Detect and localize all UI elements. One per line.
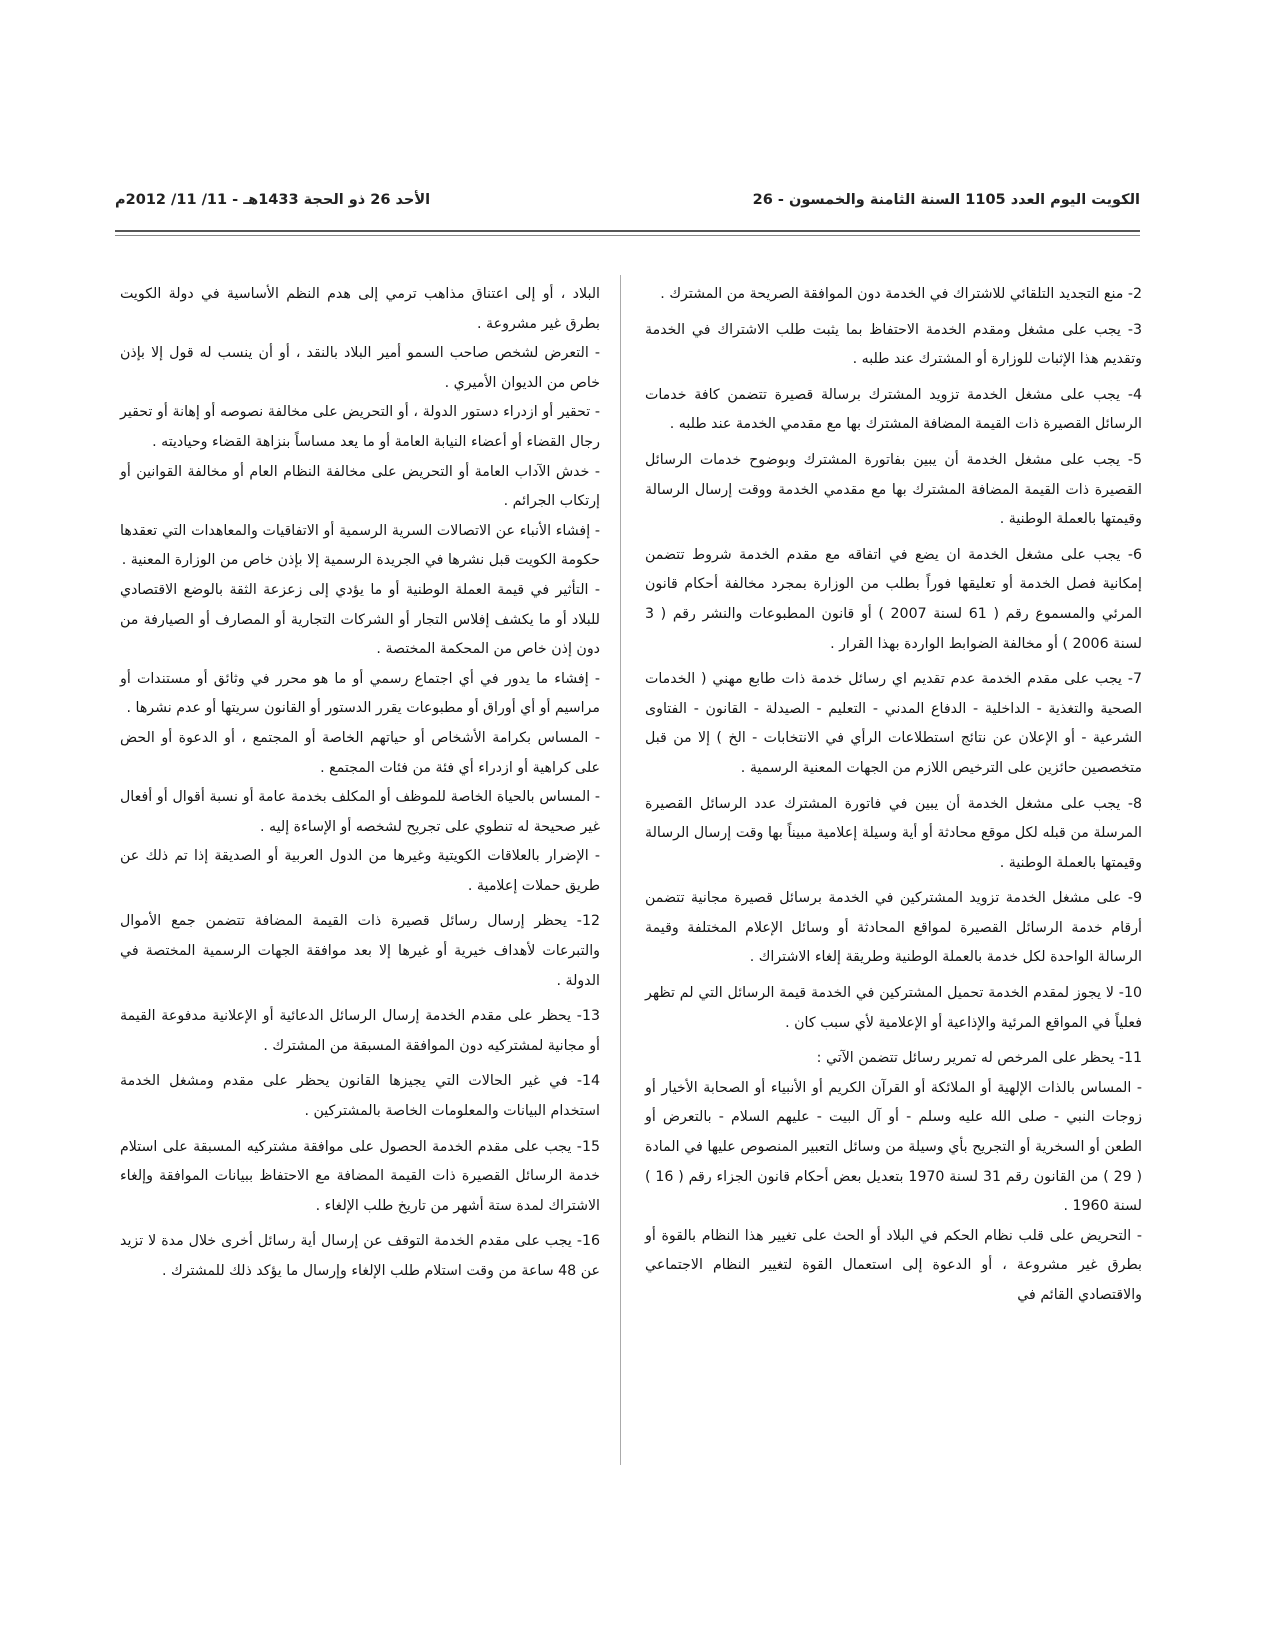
paragraph: البلاد ، أو إلى اعتناق مذاهب ترمي إلى هدم النظم الأساسية في دولة الكويت بطرق غير مشروعة . <box>120 286 600 332</box>
paragraph: 2- منع التجديد التلقائي للاشتراك في الخدمة دون الموافقة الصريحة من المشترك . <box>660 286 1142 302</box>
paragraph: 5- يجب على مشغل الخدمة أن يبين بفاتورة المشترك وبوضوح خدمات الرسائل القصيرة ذات القيمة المضافة المشترك بها مع مقدمي الخدمة ووقت إرسال الرسالة وقيمتها بالعملة الوطنية . <box>645 451 1142 528</box>
paragraph: 14- في غير الحالات التي يجيزها القانون يحظر على مقدم ومشغل الخدمة استخدام البيانات والمعلومات الخاصة بالمشتركين . <box>120 1073 600 1120</box>
paragraph: 10- لا يجوز لمقدم الخدمة تحميل المشتركين في الخدمة قيمة الرسائل التي لم تظهر فعلياً في المواقع المرئية والإذاعية أو الإعلامية لأي سبب كان . <box>645 985 1142 1031</box>
paragraph: - المساس بالحياة الخاصة للموظف أو المكلف بخدمة عامة أو نسبة أقوال أو أفعال غير صحيحة له تنطوي على تجريح لشخصه أو الإساءة إليه . <box>120 789 600 835</box>
paragraph: 11- يحظر على المرخص له تمرير رسائل تتضمن الآتي : <box>816 1050 1142 1067</box>
paragraph: - التأثير في قيمة العملة الوطنية أو ما يؤدي إلى زعزعة الثقة بالوضع الاقتصادي للبلاد أو ما يكشف إفلاس التجار أو الشركات التجارية أو المصارف أو الصيارفة من دون إذن خاص من المحكمة المختصة . <box>120 581 600 658</box>
paragraph: - المساس بالذات الإلهية أو الملائكة أو القرآن الكريم أو الأنبياء أو الصحابة الأخيار أو زوجات النبي - صلى الله عليه وسلم - أو آل البيت - عليهم السلام - بالتعرض أو الطعن أو السخرية أو التجريح بأي وسيلة من وسائل التعبير المنصوص عليها في المادة ( 29 ) من القانون رقم 31 لسنة 1970 بتعديل بعض أحكام قانون الجزاء رقم ( 16 ) لسنة 1960 . <box>645 1079 1142 1215</box>
right-column <box>645 280 1142 1311</box>
paragraph: 16- يجب على مقدم الخدمة التوقف عن إرسال أية رسائل أخرى خلال مدة لا تزيد عن 48 ساعة من وقت استلام طلب الإلغاء وإرسال ما يؤكد ذلك للمشترك . <box>120 1233 600 1279</box>
header-rule-thin <box>115 235 1140 236</box>
header-issue-info: الكويت اليوم العدد 1105 السنة الثامنة والخمسون - 26 <box>752 192 1140 208</box>
paragraph: - المساس بكرامة الأشخاص أو حياتهم الخاصة أو المجتمع ، أو الدعوة أو الحض على كراهية أو ازدراء أي فئة من فئات المجتمع . <box>120 729 600 776</box>
header-date: الأحد 26 ذو الحجة 1433هـ - 11/ 11/ 2012م <box>115 192 431 208</box>
header-rule <box>115 230 1140 232</box>
paragraph: - خدش الآداب العامة أو التحريض على مخالفة النظام العام أو مخالفة القوانين أو إرتكاب الجرائم . <box>120 463 600 510</box>
paragraph: 9- على مشغل الخدمة تزويد المشتركين في الخدمة برسائل قصيرة مجانية تتضمن أرقام خدمة الرسائل القصيرة لمواقع المحادثة أو وسائل الإعلام المختلفة وقيمة الرسالة الواحدة لكل خدمة بالعملة الوطنية وطريقة إلغاء الاشتراك . <box>645 890 1142 966</box>
paragraph: 4- يجب على مشغل الخدمة تزويد المشترك برسالة قصيرة تتضمن كافة خدمات الرسائل القصيرة ذات القيمة المضافة المشترك بها مع مقدمي الخدمة عند طلبه . <box>645 386 1142 433</box>
paragraph: - إفشاء الأنباء عن الاتصالات السرية الرسمية أو الاتفاقيات والمعاهدات التي تعقدها حكومة الكويت قبل نشرها في الجريدة الرسمية إلا بإذن خاص من الوزارة المعنية . <box>120 522 600 569</box>
paragraph: 12- يحظر إرسال رسائل قصيرة ذات القيمة المضافة تتضمن جمع الأموال والتبرعات لأهداف خيرية أو غيرها إلا بعد موافقة الجهات الرسمية المختصة في الدولة . <box>120 913 600 989</box>
paragraph: 13- يحظر على مقدم الخدمة إرسال الرسائل الدعائية أو الإعلانية مدفوعة القيمة أو مجانية لمشتركيه دون الموافقة المسبقة من المشترك . <box>120 1008 600 1054</box>
paragraph: 7- يجب على مقدم الخدمة عدم تقديم اي رسائل خدمة ذات طابع مهني ( الخدمات الصحية والتغذية - الداخلية - الدفاع المدني - التعليم - الصيدلة - القانون - الفتاوى الشرعية - أو الإعلان عن نتائج استطلاعات الرأي في الانتخابات - الخ ) إلا من قبل متخصصين حائزين على الترخيص اللازم من الجهات المعنية الرسمية . <box>645 671 1142 776</box>
paragraph: 6- يجب على مشغل الخدمة ان يضع في اتفاقه مع مقدم الخدمة شروط تتضمن إمكانية فصل الخدمة أو تعليقها فوراً بطلب من الوزارة بمجرد مخالفة أحكام قانون المرئي والمسموع رقم ( 61 لسنة 2007 ) أو قانون المطبوعات والنشر رقم ( 3 لسنة 2006 ) أو مخالفة الضوابط الواردة بهذا القرار . <box>645 546 1142 652</box>
paragraph: 3- يجب على مشغل ومقدم الخدمة الاحتفاظ بما يثبت طلب الاشتراك في الخدمة وتقديم هذا الإثبات للوزارة أو المشترك عند طلبه . <box>645 321 1142 368</box>
paragraph: - الإضرار بالعلاقات الكويتية وغيرها من الدول العربية أو الصديقة إذا تم ذلك عن طريق حملات إعلامية . <box>120 848 600 894</box>
paragraph: 15- يجب على مقدم الخدمة الحصول على موافقة مشتركيه المسبقة على استلام خدمة الرسائل القصيرة ذات القيمة المضافة مع الاحتفاظ ببيانات الموافقة وإلغاء الاشتراك لمدة ستة أشهر من تاريخ طلب الإلغاء . <box>120 1138 600 1214</box>
page-header <box>115 192 1140 222</box>
paragraph: - إفشاء ما يدور في أي اجتماع رسمي أو ما هو محرر في وثائق أو مستندات أو مراسيم أو أي أوراق أو مطبوعات يقرر الدستور أو القانون سريتها أو عدم نشرها . <box>120 670 600 717</box>
paragraph: 8- يجب على مشغل الخدمة أن يبين في فاتورة المشترك عدد الرسائل القصيرة المرسلة من قبله لكل موقع محادثة أو أية وسيلة إعلامية مبيناً بها وقت إرسال الرسالة وقيمتها بالعملة الوطنية . <box>645 795 1142 871</box>
paragraph: - تحقير أو ازدراء دستور الدولة ، أو التحريض على مخالفة نصوصه أو إهانة أو تحقير رجال القضاء أو أعضاء النيابة العامة أو ما يعد مساساً بنزاهة القضاء وحياديته . <box>120 404 600 450</box>
left-column <box>120 280 600 1287</box>
column-divider <box>620 275 621 1465</box>
paragraph: - التعرض لشخص صاحب السمو أمير البلاد بالنقد ، أو أن ينسب له قول إلا بإذن خاص من الديوان الأميري . <box>120 345 600 391</box>
paragraph: - التحريض على قلب نظام الحكم في البلاد أو الحث على تغيير هذا النظام بالقوة أو بطرق غير مشروعة ، أو الدعوة إلى استعمال القوة لتغيير النظام الاجتماعي والاقتصادي القائم في <box>645 1227 1142 1303</box>
